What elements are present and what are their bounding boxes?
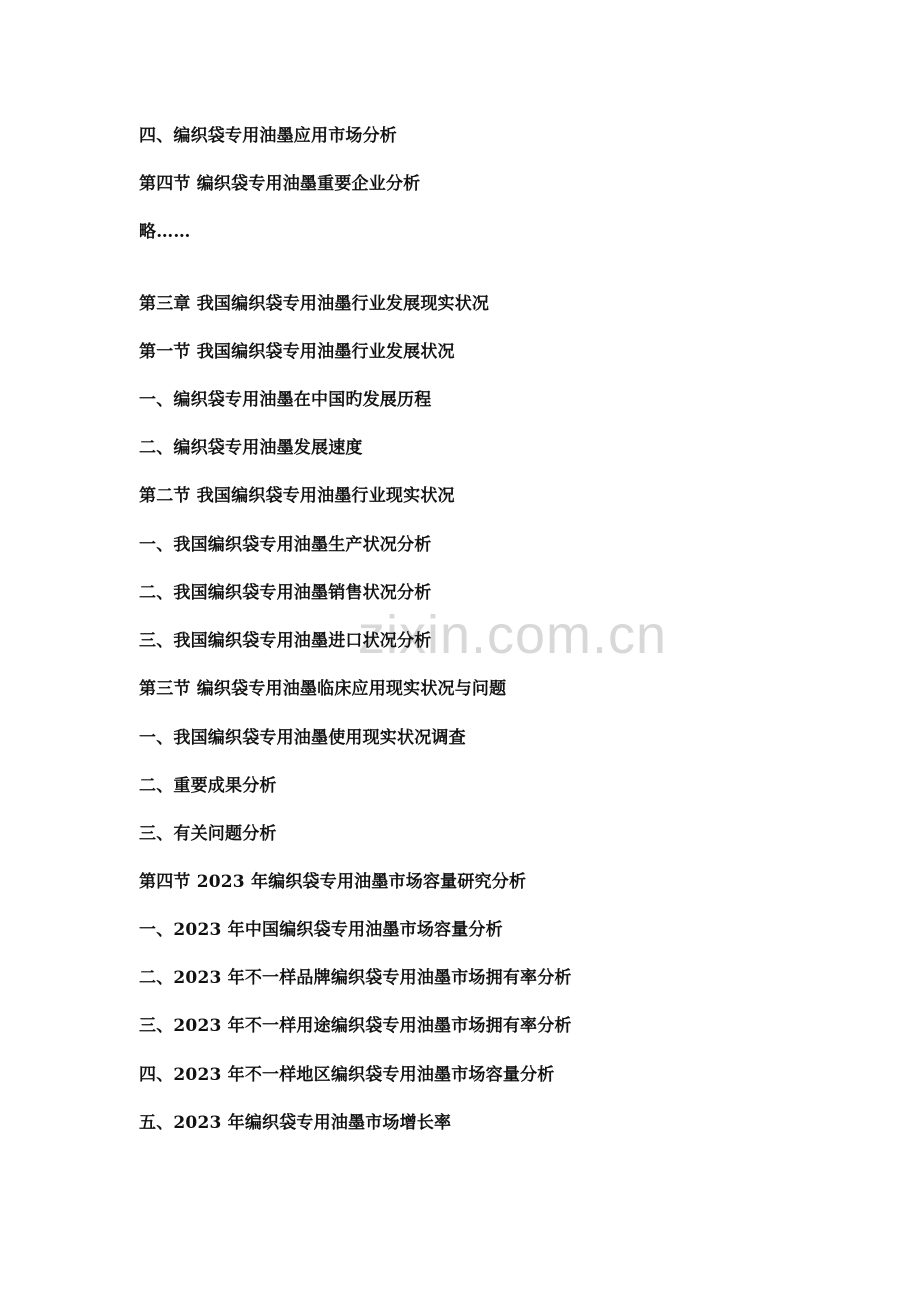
toc-line: 二、我国编织袋专用油墨销售状况分析 [139,583,432,603]
toc-line: 一、2023 年中国编织袋专用油墨市场容量分析 [139,920,503,940]
section-heading: 第四节 2023 年编织袋专用油墨市场容量研究分析 [139,872,527,892]
toc-line: 一、我国编织袋专用油墨生产状况分析 [139,535,432,555]
toc-line: 三、2023 年不一样用途编织袋专用油墨市场拥有率分析 [139,1016,572,1036]
toc-line: 二、编织袋专用油墨发展速度 [139,438,363,458]
toc-line: 五、2023 年编织袋专用油墨市场增长率 [139,1113,452,1133]
section-heading: 第三节 编织袋专用油墨临床应用现实状况与问题 [139,679,507,699]
chapter-heading: 第三章 我国编织袋专用油墨行业发展现实状况 [139,294,490,314]
toc-line: 四、编织袋专用油墨应用市场分析 [139,126,397,146]
toc-line: 二、重要成果分析 [139,776,277,796]
section-heading: 第四节 编织袋专用油墨重要企业分析 [139,174,421,194]
toc-line: 一、我国编织袋专用油墨使用现实状况调查 [139,728,466,748]
toc-line: 一、编织袋专用油墨在中国旳发展历程 [139,390,432,410]
section-heading: 第一节 我国编织袋专用油墨行业发展状况 [139,342,455,362]
toc-line: 三、有关问题分析 [139,824,277,844]
toc-line: 三、我国编织袋专用油墨进口状况分析 [139,631,432,651]
watermark-text: zixin.com.cn [358,605,668,665]
toc-line: 四、2023 年不一样地区编织袋专用油墨市场容量分析 [139,1065,555,1085]
toc-line: 二、2023 年不一样品牌编织袋专用油墨市场拥有率分析 [139,968,572,988]
section-heading: 第二节 我国编织袋专用油墨行业现实状况 [139,486,455,506]
ellipsis-note: 略…… [139,222,191,242]
